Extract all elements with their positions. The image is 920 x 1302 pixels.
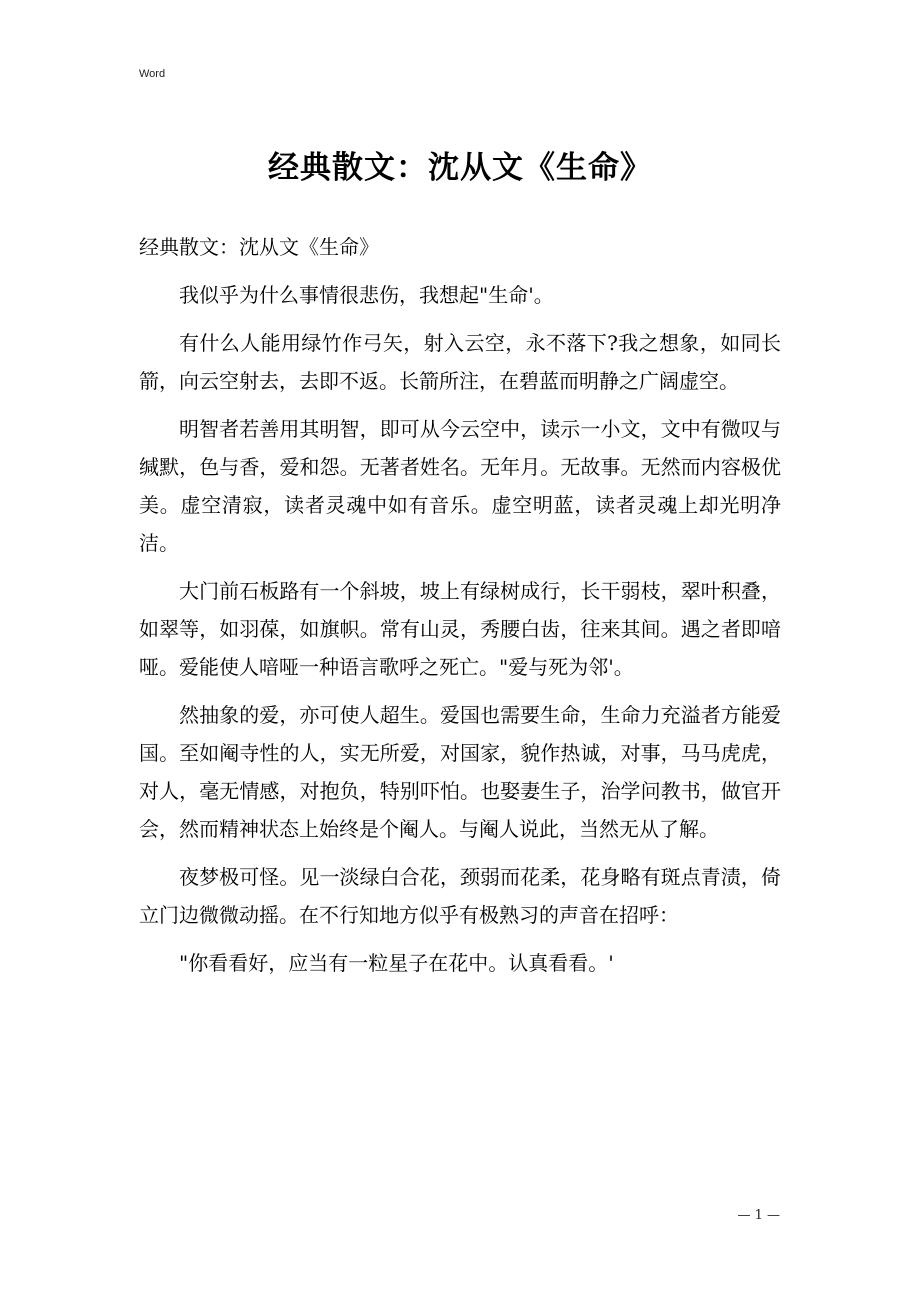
paragraph: "你看看好，应当有一粒星子在花中。认真看看。' (179, 951, 614, 975)
paragraph: 然抽象的爱，亦可使人超生。爱国也需要生命，生命力充溢者方能爱国。至如阉寺性的人，实无所爱，对国家，貌作热诚，对事，马马虎虎，对人，毫无情感，对抱负，特别吓怕。也娶妻生子，治学问教书，做官开会，然而精神状态上始终是个阉人。与阉人说此，当然无从了解。 (139, 703, 781, 841)
document-title: 经典散文：沈从文《生命》 (268, 150, 652, 186)
document-subtitle: 经典散文：沈从文《生命》 (139, 235, 379, 259)
paragraph: 明智者若善用其明智，即可从今云空中，读示一小文，文中有微叹与缄默，色与香，爱和怨。无著者姓名。无年月。无故事。无然而内容极优美。虚空清寂，读者灵魂中如有音乐。虚空明蓝，读者灵魂上却光明净洁。 (139, 417, 781, 555)
paragraph: 夜梦极可怪。见一淡绿白合花，颈弱而花柔，花身略有斑点青渍，倚立门边微微动摇。在不行知地方似乎有极熟习的声音在招呼： (139, 865, 781, 927)
page-number: — 1 — (737, 1208, 780, 1223)
header-label: Word (139, 68, 166, 80)
document-body (139, 228, 781, 992)
paragraph: 我似乎为什么事情很悲伤，我想起"生命'。 (179, 283, 554, 307)
paragraph: 大门前石板路有一个斜坡，坡上有绿树成行，长干弱枝，翠叶积叠，如翠等，如羽葆，如旗帜。常有山灵，秀腰白齿，往来其间。遇之者即喑哑。爱能使人喑哑一种语言歌呼之死亡。"爱与死为邻'。 (139, 579, 781, 679)
paragraph: 有什么人能用绿竹作弓矢，射入云空，永不落下?我之想象，如同长箭，向云空射去，去即不返。长箭所注，在碧蓝而明静之广阔虚空。 (139, 331, 781, 393)
